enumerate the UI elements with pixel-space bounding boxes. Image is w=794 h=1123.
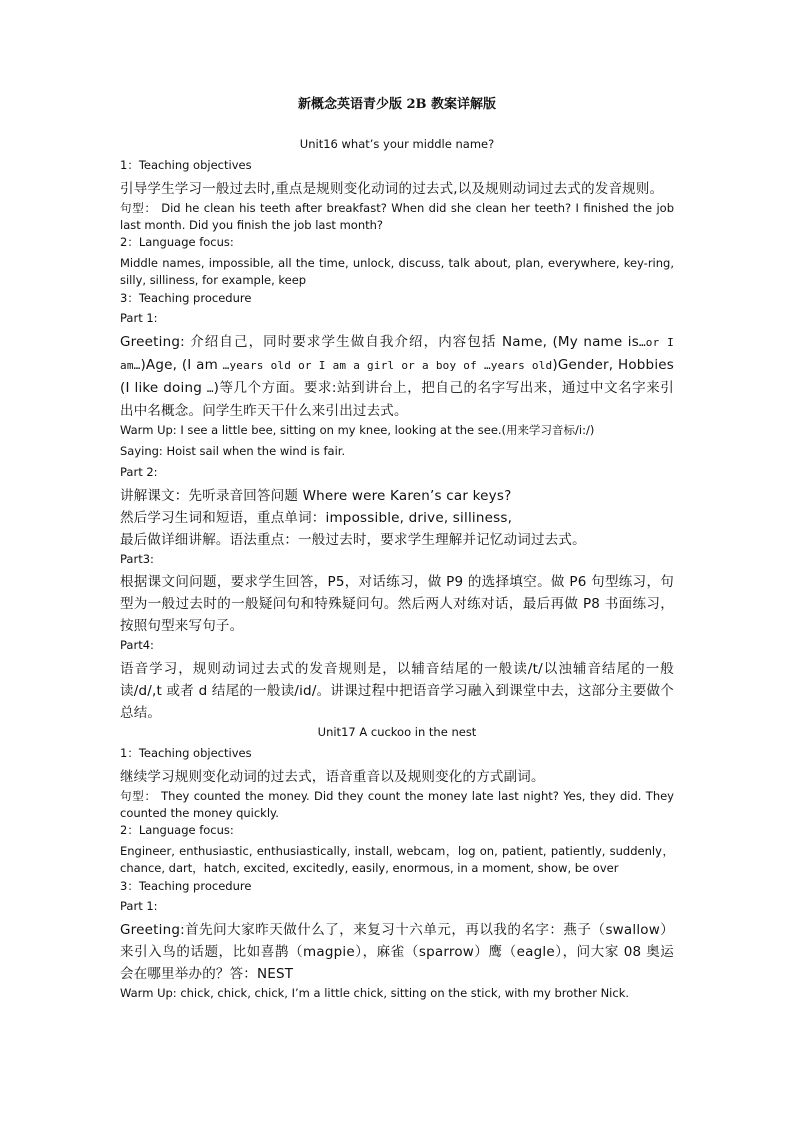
greeting-text-b: …or I am…: [120, 336, 674, 373]
unit16-saying: Saying: Hoist sail when the wind is fair.: [120, 443, 346, 458]
unit17-language-focus-heading: 2：Language focus:: [120, 823, 234, 838]
unit16-part3-text: 根据课文问问题，要求学生回答，P5，对话练习，做 P9 的选择填空。做 P6 句型练习，句型为一般过去时的一般疑问句和特殊疑问句。然后两人对练对话，最后再做 P8 书面练习，按照句型来写句子。: [120, 574, 674, 635]
greeting-text-c: )Age, (I am: [140, 357, 223, 374]
unit17-objectives-text: 继续学习规则变化动词的过去式，语音重音以及规则变化的方式副词。: [120, 768, 545, 785]
greeting-text-a: Greeting: 介绍自己，同时要求学生做自我介绍，内容包括 Name, (My name is: [120, 334, 639, 351]
unit17-language-focus-text: Engineer, enthusiastic, enthusiastically, install, webcam，log on, patient, patiently, suddenly，chance, dart，hatch, excited, excitedly, easily, enormous, in a moment, show, be over: [120, 844, 674, 876]
unit16-warmup: Warm Up: I see a little bee, sitting on my knee, looking at the see.(用来学习音标/i:/): [120, 423, 595, 438]
greeting-text-d: …years old or I am a girl or a boy of …years old: [222, 359, 553, 373]
unit16-objectives-heading: 1：Teaching objectives: [120, 157, 252, 172]
unit17-sentence-patterns: 句型： They counted the money. Did they count the money late last night? Yes, they did. They counted the money quickly.: [120, 788, 674, 820]
unit16-language-focus-heading: 2：Language focus:: [120, 235, 234, 250]
unit16-part2-line1: 讲解课文：先听录音回答问题 Where were Karen’s car keys?: [120, 487, 512, 504]
greeting-text-f: …: [206, 382, 214, 396]
unit16-heading: Unit16 what’s your middle name?: [299, 137, 495, 152]
greeting-text-e: )Gender, Hobbies (I like doing: [120, 357, 675, 397]
unit16-language-focus-text: Middle names, impossible, all the time, unlock, discuss, talk about, plan, everywhere, key-ring, silly, silliness, for example, keep: [120, 256, 674, 288]
unit17-greeting: Greeting:首先问大家昨天做什么了，来复习十六单元，再以我的名字：燕子（swallow）来引入鸟的话题，比如喜鹊（magpie），麻雀（sparrow）鹰（eagle），问大家 08 奥运会在哪里举办的？答：NEST: [120, 922, 674, 983]
unit17-objectives-heading: 1：Teaching objectives: [120, 745, 252, 760]
document-title: 新概念英语青少版 2B 教案详解版: [297, 97, 497, 112]
unit17-heading: Unit17 A cuckoo in the nest: [317, 725, 477, 740]
unit17-procedure-heading: 3：Teaching procedure: [120, 878, 252, 893]
unit16-objectives-text: 引导学生学习一般过去时,重点是规则变化动词的过去式,以及规则动词过去式的发音规则。: [120, 180, 664, 197]
unit17-part1-label: Part 1:: [120, 899, 158, 914]
document-page: [120, 96, 674, 1006]
greeting-text-g: )等几个方面。要求:站到讲台上，把自己的名字写出来，通过中文名字来引出中名概念。问学生昨天干什么来引出过去式。: [120, 380, 674, 420]
unit16-part4-label: Part4:: [120, 638, 154, 653]
unit16-part1-label: Part 1:: [120, 311, 158, 326]
unit17-warmup: Warm Up: chick, chick, chick, I’m a little chick, sitting on the stick, with my brother Nick.: [120, 986, 630, 1001]
unit16-part3-label: Part3:: [120, 551, 154, 566]
unit16-part2-line3: 最后做详细讲解。语法重点：一般过去时，要求学生理解并记忆动词过去式。: [120, 531, 586, 548]
unit16-part4-text: 语音学习，规则动词过去式的发音规则是，以辅音结尾的一般读/t/以浊辅音结尾的一般读/d/,t 或者 d 结尾的一般读/id/。讲课过程中把语音学习融入到课堂中去，这部分主要做个总结。: [120, 661, 674, 722]
unit16-part2-label: Part 2:: [120, 464, 158, 479]
unit16-greeting-paragraph: [120, 331, 674, 422]
unit16-part2-line2: 然后学习生词和短语，重点单词：impossible, drive, silliness,: [120, 509, 513, 526]
unit16-procedure-heading: 3：Teaching procedure: [120, 290, 252, 305]
unit16-sentence-patterns: 句型： Did he clean his teeth after breakfast? When did she clean her teeth? I finished the job last month. Did you finish the job last month?: [120, 200, 674, 233]
